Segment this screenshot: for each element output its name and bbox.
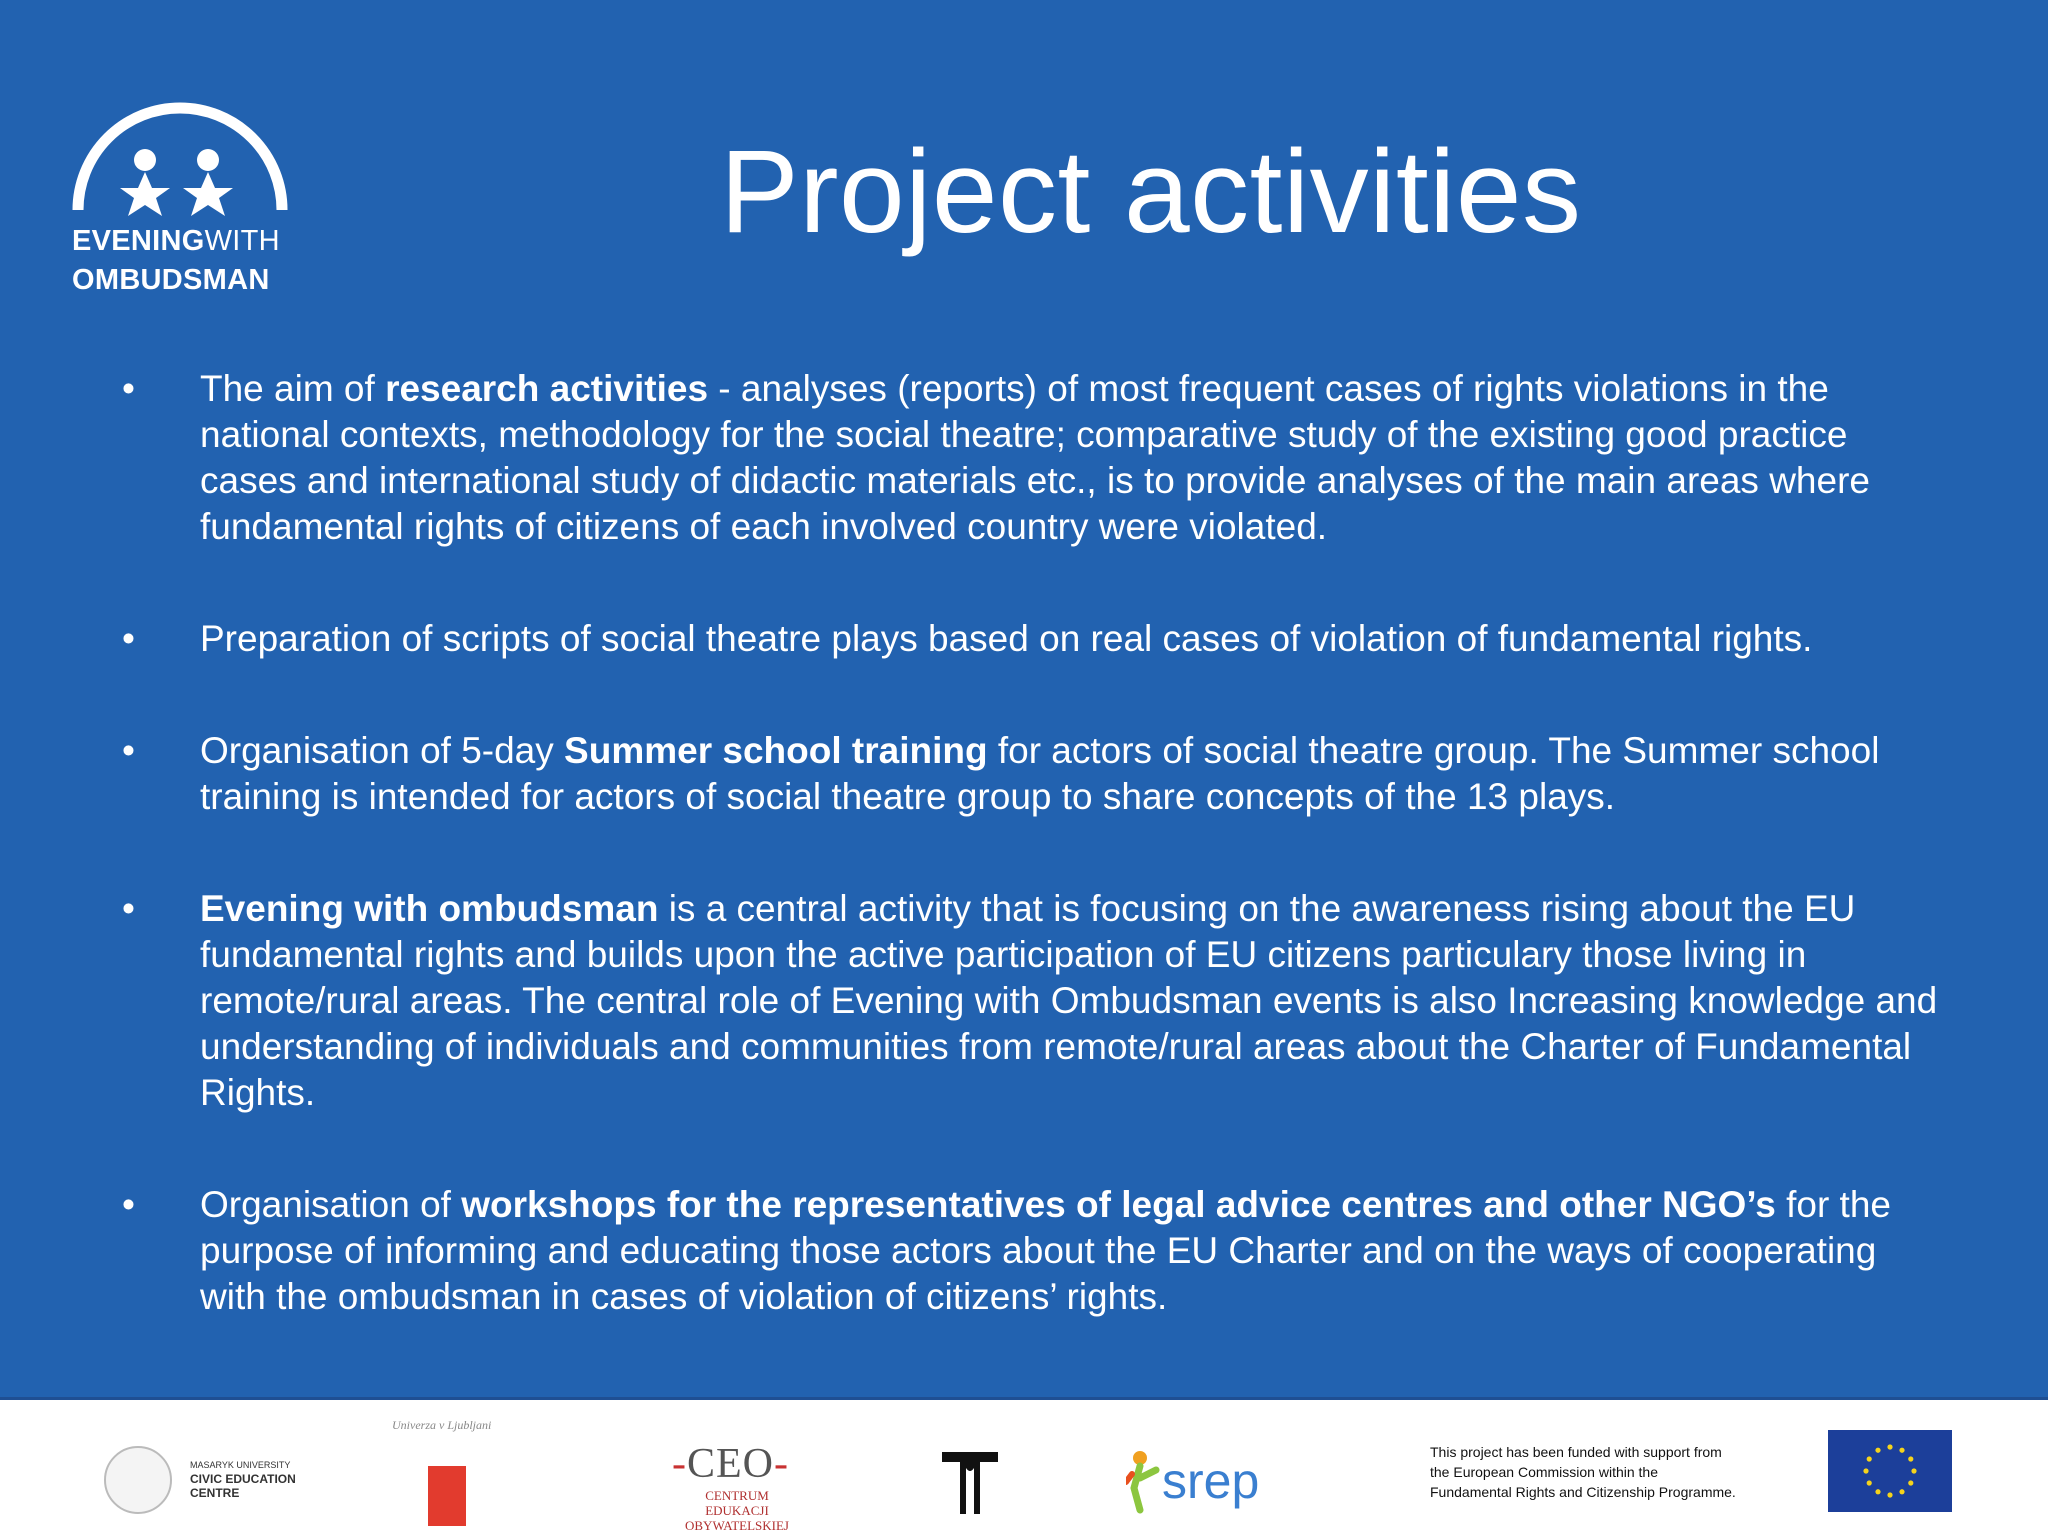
eu-star: [1875, 1448, 1880, 1453]
page-title: Project activities: [720, 126, 1582, 258]
partner-footer: [0, 1397, 2048, 1539]
item-text: for the purpose of informing and educating those actors about the EU Charter and on the ways of cooperating with the ombudsman in cases of violation of citizens’ rights.: [200, 1184, 1891, 1317]
item-bold: workshops for the representatives of legal advice centres and other NGO’s: [461, 1184, 1776, 1225]
logo-text: [72, 222, 280, 300]
eu-star: [1908, 1456, 1913, 1461]
ljubljana-university-logo-icon: [428, 1466, 466, 1526]
srep-logo-text: srep: [1162, 1453, 1260, 1509]
eu-star: [1867, 1456, 1872, 1461]
bullet: •: [122, 1184, 135, 1225]
bullet: •: [122, 368, 135, 409]
disclaimer-line2: the European Commission within the: [1430, 1464, 1659, 1480]
list-item: [118, 728, 1938, 820]
masaryk-university-logo: [190, 1458, 296, 1500]
activity-list: [118, 366, 1938, 1386]
eu-star: [1875, 1489, 1880, 1494]
item-text: - analyses (reports) of most frequent cases of rights violations in the national contexts, methodology for the social theatre; comparative study of the existing good practice cases and international study of didactic materials etc., is to provide analyses of the main areas where fundamental rights of citizens of each involved country were violated.: [200, 368, 1870, 547]
item-text: for actors of social theatre group. The Summer school training is intended for actors of social theatre group to share concepts of the 13 plays.: [200, 730, 1880, 817]
bullet: •: [122, 888, 135, 929]
ljubljana-university-label: Univerza v Ljubljani: [392, 1418, 492, 1432]
item-text: The aim of: [200, 368, 386, 409]
ceo-sub2: OBYWATELSKIEJ: [685, 1518, 789, 1533]
eu-star: [1911, 1468, 1916, 1473]
item-bold: research activities: [385, 368, 709, 409]
item-text: is a central activity that is focusing on the awareness rising about the EU fundamental rights and builds upon the active participation of EU citizens particulary those living in remote/rural areas. The central role of Evening with Ombudsman events is also Increasing knowledge and understanding of individuals and communities from remote/rural areas about the Charter of Fundamental Rights.: [200, 888, 1938, 1113]
ceo-logo: -CEO-: [672, 1441, 789, 1487]
logo-line2: OMBUDSMAN: [72, 264, 270, 296]
ceo-main-text: CEO: [687, 1441, 774, 1487]
ceo-sub1: CENTRUM EDUKACJI: [705, 1488, 769, 1518]
eu-star: [1899, 1489, 1904, 1494]
masaryk-line3: CENTRE: [190, 1486, 240, 1500]
eu-star: [1887, 1444, 1892, 1449]
srep-figure-icon: [1126, 1448, 1166, 1514]
partner-t-logo-icon: [940, 1448, 1000, 1516]
item-text: Preparation of scripts of social theatre plays based on real cases of violation of fundamental rights.: [200, 618, 1813, 659]
disclaimer-line1: This project has been funded with support from: [1430, 1444, 1722, 1460]
item-bold: Summer school training: [564, 730, 988, 771]
list-item: [118, 366, 1938, 550]
bullet: •: [122, 730, 135, 771]
list-item: [118, 1182, 1938, 1320]
masaryk-university-emblem-icon: [104, 1446, 172, 1514]
item-bold: Evening with ombudsman: [200, 888, 659, 929]
list-item: [118, 886, 1938, 1116]
eu-star: [1908, 1480, 1913, 1485]
eu-star: [1863, 1468, 1868, 1473]
bullet: •: [122, 618, 135, 659]
eu-star: [1887, 1492, 1892, 1497]
masaryk-line2: CIVIC EDUCATION: [190, 1472, 296, 1486]
list-item: [118, 616, 1938, 662]
item-text: Organisation of: [200, 1184, 462, 1225]
ceo-subtitle: [672, 1488, 802, 1533]
disclaimer-line3: Fundamental Rights and Citizenship Programme.: [1430, 1484, 1736, 1500]
eu-star: [1867, 1480, 1872, 1485]
funding-disclaimer: [1430, 1442, 1790, 1502]
eu-flag-icon: [1828, 1430, 1952, 1512]
logo-line1-thin: WITH: [204, 225, 280, 257]
eu-star: [1899, 1448, 1904, 1453]
masaryk-line1: MASARYK UNIVERSITY: [190, 1460, 291, 1470]
item-text: Organisation of 5-day: [200, 730, 565, 771]
logo-line1-bold: EVENING: [72, 225, 205, 257]
